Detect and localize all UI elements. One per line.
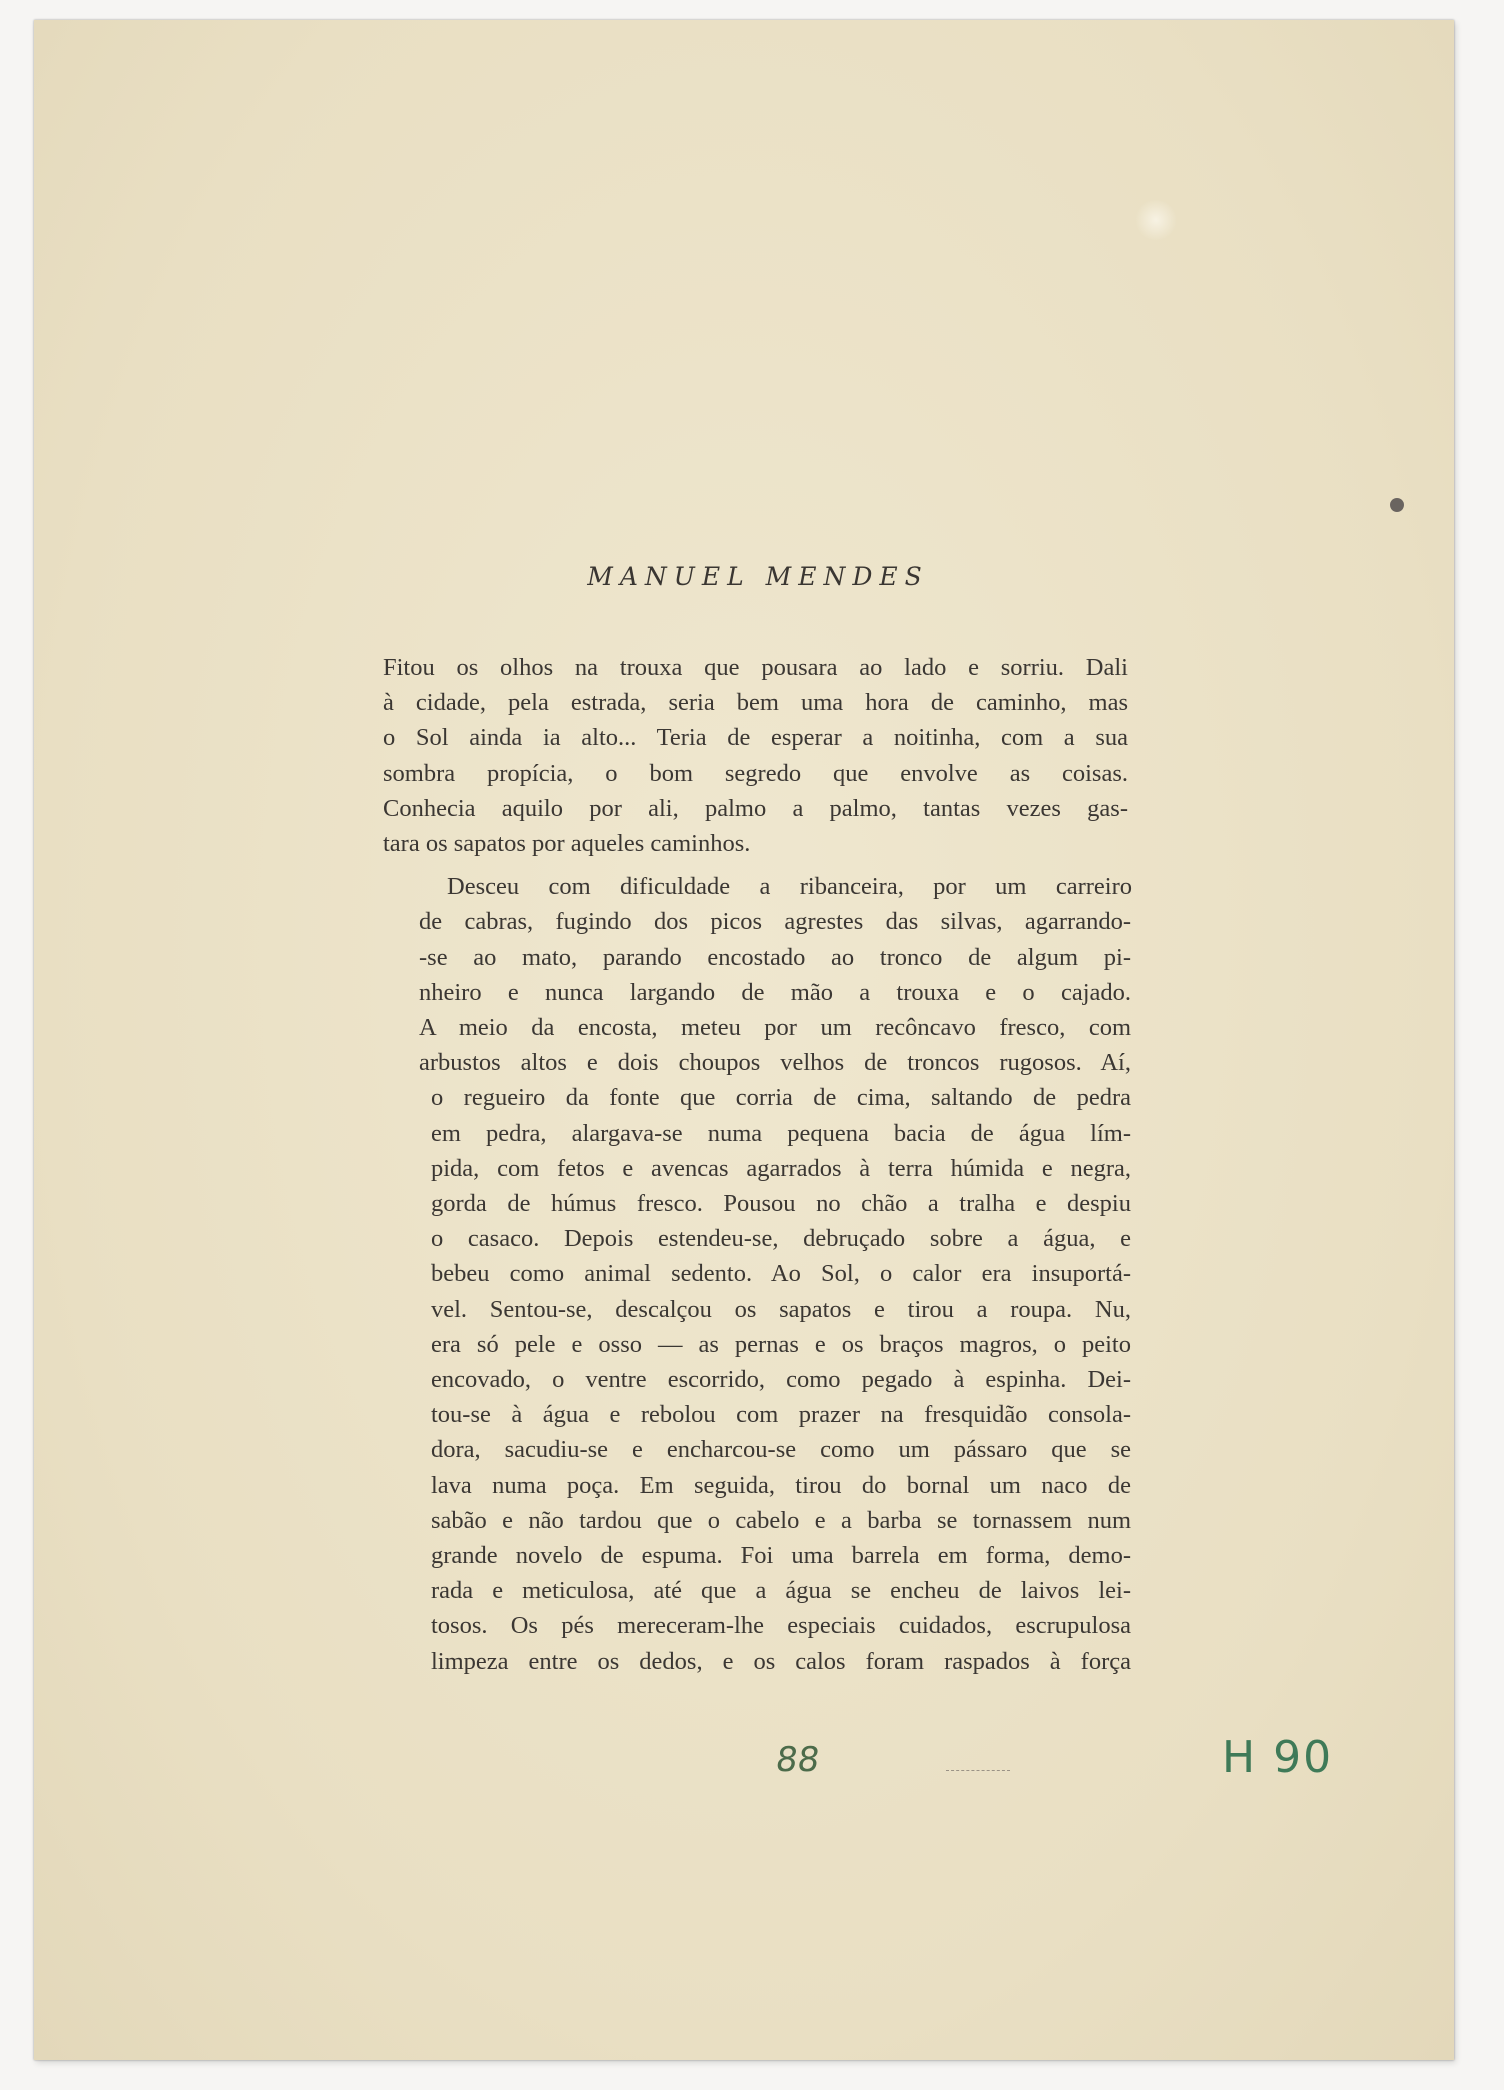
text-line: gorda de húmus fresco. Pousou no chão a tralha e despiu bbox=[431, 1190, 1131, 1218]
text-line: em pedra, alargava-se numa pequena bacia de água lím- bbox=[431, 1119, 1131, 1147]
text-line: arbustos altos e dois choupos velhos de troncos rugosos. Aí, bbox=[419, 1049, 1131, 1077]
text-line: era só pele e osso — as pernas e os braços magros, o peito bbox=[431, 1330, 1131, 1358]
text-line: encovado, o ventre escorrido, como pegado à espinha. Dei- bbox=[431, 1366, 1131, 1394]
paper-sheet bbox=[34, 20, 1454, 2060]
text-line: -se ao mato, parando encostado ao tronco de algum pi- bbox=[419, 943, 1131, 971]
text-line: Fitou os olhos na trouxa que pousara ao lado e sorriu. Dali bbox=[383, 654, 1128, 681]
handwritten-folio-number: 88 bbox=[773, 1740, 823, 1780]
text-line: tou-se à água e rebolou com prazer na fresquidão consola- bbox=[431, 1401, 1131, 1429]
text-line: nheiro e nunca largando de mão a trouxa e o cajado. bbox=[419, 978, 1131, 1006]
text-line: sabão e não tardou que o cabelo e a barba se tornassem num bbox=[431, 1506, 1131, 1534]
text-line: de cabras, fugindo dos picos agrestes das silvas, agarrando- bbox=[419, 908, 1131, 936]
text-line: à cidade, pela estrada, seria bem uma hora de caminho, mas bbox=[383, 689, 1128, 717]
text-line: vel. Sentou-se, descalçou os sapatos e tirou a roupa. Nu, bbox=[431, 1295, 1131, 1323]
text-line: o Sol ainda ia alto... Teria de esperar a noitinha, com a sua bbox=[383, 724, 1128, 752]
text-line: rada e meticulosa, até que a água se encheu de laivos lei- bbox=[431, 1577, 1131, 1605]
text-line: limpeza entre os dedos, e os calos foram raspados à força bbox=[431, 1647, 1131, 1675]
text-line: dora, sacudiu-se e encharcou-se como um pássaro que se bbox=[431, 1436, 1131, 1464]
paper-blemish bbox=[1134, 200, 1178, 240]
text-line: A meio da encosta, meteu por um recôncavo fresco, com bbox=[419, 1014, 1131, 1042]
text-line: grande novelo de espuma. Foi uma barrela em forma, demo- bbox=[431, 1542, 1131, 1570]
faint-rule bbox=[946, 1770, 1010, 1771]
handwritten-reference: H 90 bbox=[1222, 1732, 1334, 1783]
text-line: Desceu com dificuldade a ribanceira, por um carreiro bbox=[447, 873, 1132, 901]
text-line: bebeu como animal sedento. Ao Sol, o calor era insuportá- bbox=[431, 1260, 1131, 1288]
text-line: Conhecia aquilo por ali, palmo a palmo, tantas vezes gas- bbox=[383, 794, 1128, 822]
text-line: tosos. Os pés mereceram-lhe especiais cuidados, escrupulosa bbox=[431, 1612, 1131, 1640]
paragraph-1 bbox=[383, 650, 1128, 861]
text-line: lava numa poça. Em seguida, tirou do bornal um naco de bbox=[431, 1471, 1131, 1499]
running-head: MANUEL MENDES bbox=[587, 562, 929, 591]
body-text bbox=[383, 650, 1133, 1679]
text-line: tara os sapatos por aqueles caminhos. bbox=[383, 830, 751, 858]
paragraph-2 bbox=[383, 869, 1133, 1679]
ink-spot bbox=[1390, 498, 1404, 512]
text-line: o regueiro da fonte que corria de cima, saltando de pedra bbox=[431, 1084, 1131, 1112]
text-line: sombra propícia, o bom segredo que envolve as coisas. bbox=[383, 759, 1128, 787]
text-line: o casaco. Depois estendeu-se, debruçado sobre a água, e bbox=[431, 1225, 1131, 1253]
text-line: pida, com fetos e avencas agarrados à terra húmida e negra, bbox=[431, 1154, 1131, 1182]
